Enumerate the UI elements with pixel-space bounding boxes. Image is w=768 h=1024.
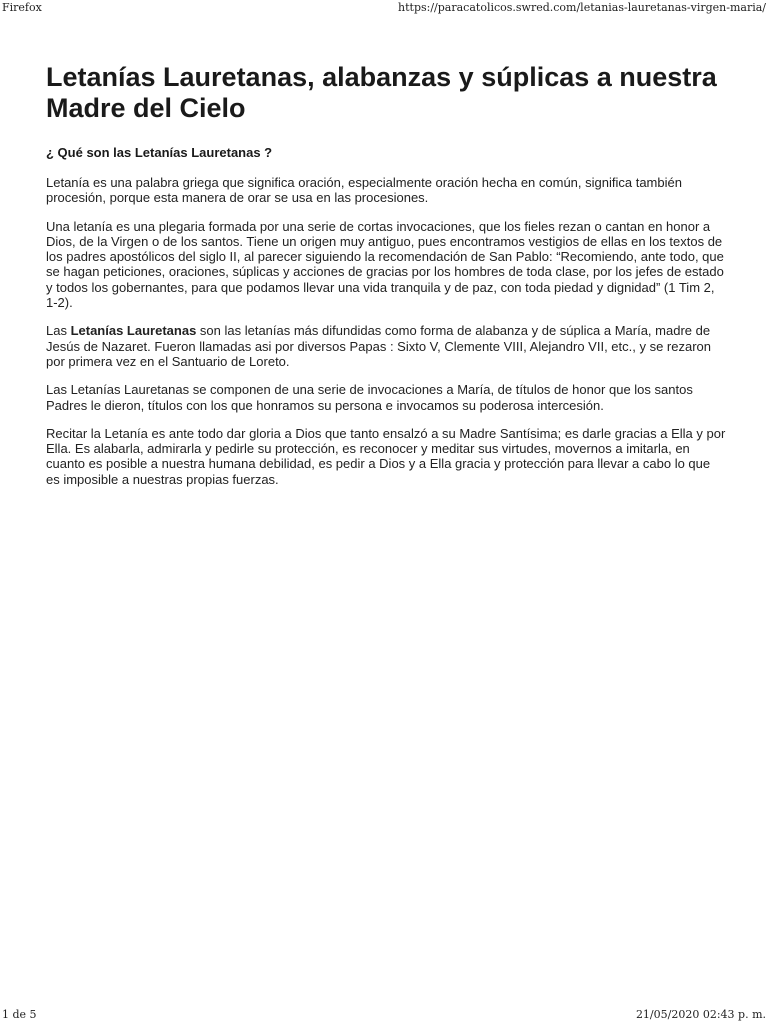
paragraph-4: Las Letanías Lauretanas se componen de una serie de invocaciones a María, de títulos de honor que los santos Padres le dieron, títulos con los que honramos su persona e invocamos su poderosa intercesión. [46,382,693,413]
article [46,62,726,500]
paragraph-3-bold-term: Letanías Lauretanas [70,323,197,339]
print-footer [0,1008,768,1021]
browser-name: Firefox [2,1,42,14]
article-title: Letanías Lauretanas, alabanzas y súplicas a nuestra Madre del Cielo [46,62,717,123]
page-counter: 1 de 5 [2,1008,37,1021]
paragraph-1: Letanía es una palabra griega que significa oración, especialmente oración hecha en común, significa también procesión, porque esta manera de orar se usa en las procesiones. [46,175,682,206]
print-header [0,1,768,14]
paragraph-3-start: Las [46,323,71,339]
print-timestamp: 21/05/2020 02:43 p. m. [635,1008,766,1021]
paragraph-3-rest: son las letanías más difundidas como forma de alabanza y de súplica a María, madre de Jesús de Nazaret. Fueron llamadas asi por diversos Papas : Sixto V, Clemente VIII, Alejandro VII, etc., y se rezaron por primera vez en el Santuario de Loreto. [46,323,712,369]
paragraph-3 [46,323,726,369]
article-subheading: ¿ Qué son las Letanías Lauretanas ? [46,145,273,160]
page-url: https://paracatolicos.swred.com/letanias-lauretanas-virgen-maria/ [398,1,766,14]
paragraph-5: Recitar la Letanía es ante todo dar gloria a Dios que tanto ensalzó a su Madre Santísima; es darle gracias a Ella y por Ella. Es alabarla, admirarla y pedirle su protección, es reconocer y meditar sus virtudes, movernos a imitarla, en cuanto es posible a nuestra humana debilidad, es pedir a Dios y a Ella gracia y protección para llevar a cabo lo que es imposible a nuestras propias fuerzas. [46,425,726,487]
paragraph-2: Una letanía es una plegaria formada por una serie de cortas invocaciones, que los fieles rezan o cantan en honor a Dios, de la Virgen o de los santos. Tiene un origen muy antiguo, pues encontramos vestigios de ellas en los textos de los padres apostólicos del siglo II, al parecer siguiendo la recomendación de San Pablo: “Recomiendo, ante todo, que se hagan peticiones, oraciones, súplicas y acciones de gracias por los hombres de toda clase, por los jefes de estado y todos los gobernantes, para que podamos llevar una vida tranquila y de paz, con toda piedad y dignidad” (1 Tim 2, 1-2). [46,218,724,311]
